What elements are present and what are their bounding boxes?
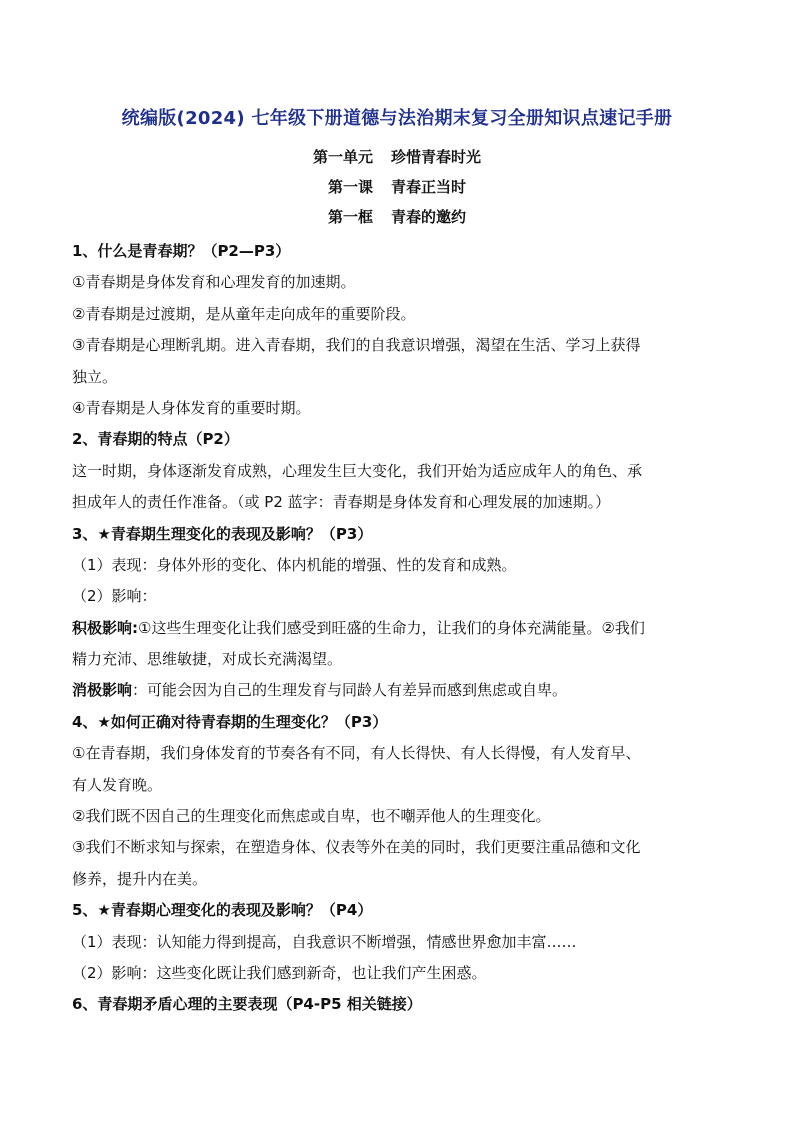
paragraph-line: ④青春期是人身体发育的重要时期。 — [72, 398, 311, 417]
paragraph-line: ②青春期是过渡期，是从童年走向成年的重要阶段。 — [72, 304, 416, 323]
paragraph-line: 担成年人的责任作准备。（或 P2 蓝字：青春期是身体发育和心理发展的加速期。） — [72, 493, 611, 512]
effect-label: 积极影响: — [72, 618, 138, 637]
frame-heading — [0, 206, 794, 227]
paragraph-line: （1）表现：身体外形的变化、体内机能的增强、性的发育和成熟。 — [72, 555, 517, 574]
section-heading: 5、★青春期心理变化的表现及影响？（P4） — [72, 901, 373, 920]
unit-label: 第一单元 — [312, 148, 373, 166]
unit-heading — [0, 146, 794, 167]
paragraph-line: 独立。 — [72, 367, 118, 386]
document-body — [72, 236, 722, 1021]
document-title: 统编版(2024) 七年级下册道德与法治期末复习全册知识点速记手册 — [121, 108, 673, 129]
effect-label: 消极影响 — [72, 681, 133, 700]
paragraph-line: 修养，提升内在美。 — [72, 869, 208, 888]
paragraph-line: ②我们既不因自己的生理变化而焦虑或自卑，也不嘲弄他人的生理变化。 — [72, 807, 551, 826]
lesson-heading — [0, 176, 794, 197]
section-heading: 3、★青春期生理变化的表现及影响？（P3） — [72, 524, 373, 543]
paragraph-line: ①在青春期，我们身体发育的节奏各有不同，有人长得快、有人长得慢，有人发育早、 — [72, 744, 641, 763]
lesson-name: 青春正当时 — [391, 178, 467, 196]
frame-label: 第一框 — [327, 208, 373, 226]
section-heading: 1、什么是青春期？（P2—P3） — [72, 242, 291, 260]
paragraph-line: 有人发育晚。 — [72, 775, 163, 794]
paragraph-line: ③我们不断求知与探索，在塑造身体、仪表等外在美的同时，我们更要注重品德和文化 — [72, 838, 641, 857]
section-heading: 6、青春期矛盾心理的主要表现（P4-P5 相关链接） — [72, 995, 422, 1014]
effect-text: ：可能会因为自己的生理发育与同龄人有差异而感到焦虑或自卑。 — [132, 681, 568, 700]
paragraph-line: ③青春期是心理断乳期。进入青春期，我们的自我意识增强，渴望在生活、学习上获得 — [72, 336, 641, 355]
lesson-label: 第一课 — [327, 178, 373, 196]
paragraph-line: 精力充沛、思维敏捷，对成长充满渴望。 — [72, 650, 343, 669]
unit-name: 珍惜青春时光 — [391, 148, 482, 166]
paragraph-line: （2）影响：这些变化既让我们感到新奇，也让我们产生困惑。 — [72, 963, 487, 982]
labeled-paragraph-line — [72, 613, 722, 644]
frame-name: 青春的邀约 — [391, 208, 467, 226]
section-heading: 2、青春期的特点（P2） — [72, 430, 239, 449]
paragraph-line: （2）影响： — [72, 587, 157, 606]
paragraph-line: 这一时期，身体逐渐发育成熟，心理发生巨大变化，我们开始为适应成年人的角色、承 — [72, 461, 643, 480]
labeled-paragraph-line — [72, 675, 722, 706]
effect-text: ①这些生理变化让我们感受到旺盛的生命力，让我们的身体充满能量。②我们 — [138, 618, 645, 637]
paragraph-line: ①青春期是身体发育和心理发育的加速期。 — [72, 273, 356, 292]
paragraph-line: （1）表现：认知能力得到提高，自我意识不断增强，情感世界愈加丰富…… — [72, 932, 577, 951]
section-heading: 4、★如何正确对待青春期的生理变化？（P3） — [72, 712, 388, 731]
